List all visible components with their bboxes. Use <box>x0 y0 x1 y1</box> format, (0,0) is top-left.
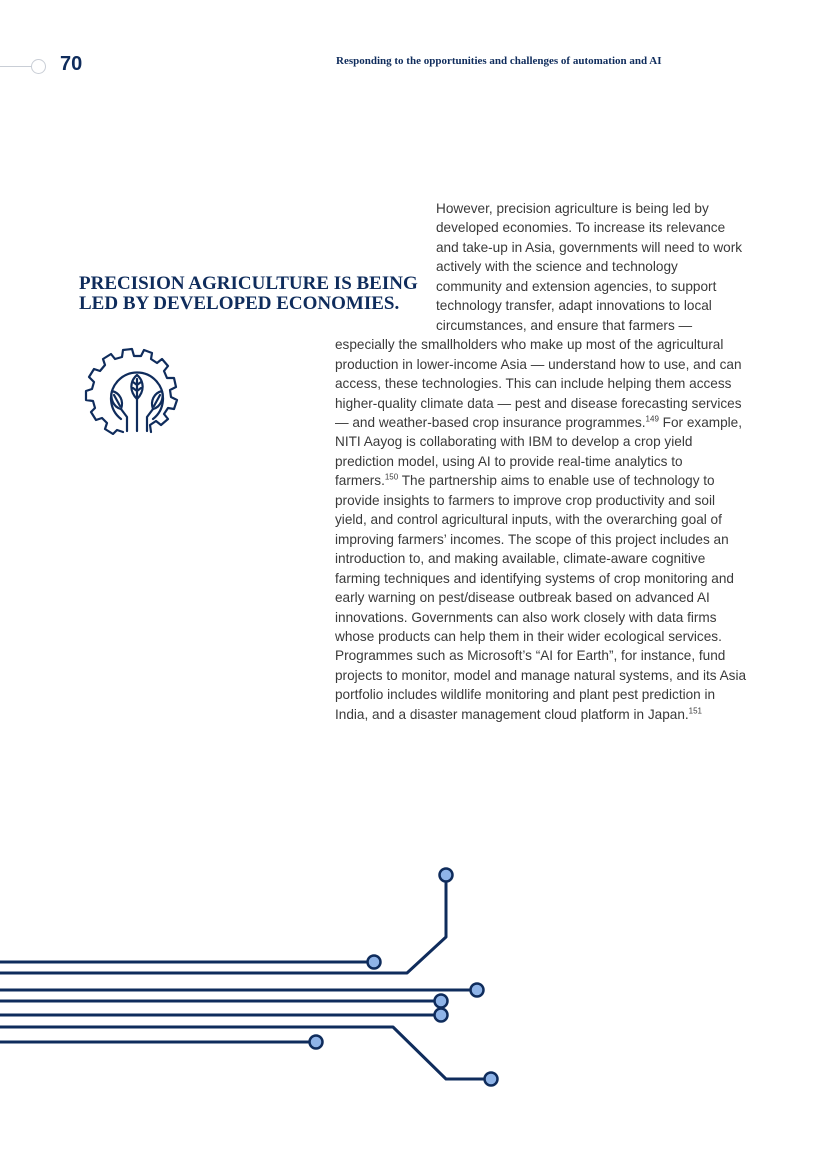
circuit-node-1 <box>440 869 453 882</box>
header-rule <box>0 66 33 67</box>
footnote-ref-151: 151 <box>688 706 703 716</box>
page-number: 70 <box>60 53 83 75</box>
running-title: Responding to the opportunities and challenges of automation and AI <box>336 55 662 67</box>
body-segment-1: However, precision agriculture is being led by developed economies. To increase its relevance and take-up in Asia, governments will need to work actively with the science and technology community and extension agencies, to support technology transfer, adapt innovations to local circumstances, and ensure that farmers — especially the smallholders who make up most of the agricultural production in lower-income Asia — understand how to use, and can access, these technologies. This can include helping them access higher-quality climate data — pest and disease forecasting services — and weather-based crop insurance programmes. <box>335 201 743 430</box>
footnote-ref-150: 150 <box>384 472 399 482</box>
circuit-node-7 <box>485 1073 498 1086</box>
circuit-node-5 <box>435 1009 448 1022</box>
circuit-node-2 <box>368 956 381 969</box>
circuit-node-4 <box>435 995 448 1008</box>
circuit-decoration <box>0 860 520 1100</box>
gear-plant-icon <box>83 345 191 435</box>
header-circle-marker <box>31 59 46 74</box>
text-wrap-indent <box>335 238 436 335</box>
circuit-node-6 <box>310 1036 323 1049</box>
circuit-trace-6 <box>0 1027 483 1079</box>
footnote-ref-149: 149 <box>645 414 659 424</box>
pull-quote: PRECISION AGRICULTURE IS BEING LED BY DEVELOPED ECONOMIES. <box>79 273 418 314</box>
circuit-node-3 <box>471 984 484 997</box>
body-paragraph <box>335 199 747 724</box>
body-segment-2: For example, NITI Aayog is collaborating with IBM to develop a crop yield prediction model, using AI to provide real-time analytics to farmers. <box>335 414 743 489</box>
body-segment-3: The partnership aims to enable use of technology to provide insights to farmers to improve crop productivity and soil yield, and control agricultural inputs, with the overarching goal of improving farmers’ incomes. The scope of this project includes an introduction to, and making available, climate-aware cognitive farming techniques and identifying systems of crop monitoring and early warning on pest/disease outbreak based on advanced AI innovations. Governments can also work closely with data firms whose products can help them in their wider ecological services. Programmes such as Microsoft’s “AI for Earth”, for instance, fund projects to monitor, model and manage natural systems, and its Asia portfolio includes wildlife monitoring and plant pest prediction in India, and a disaster management cloud platform in Japan. <box>335 473 747 722</box>
